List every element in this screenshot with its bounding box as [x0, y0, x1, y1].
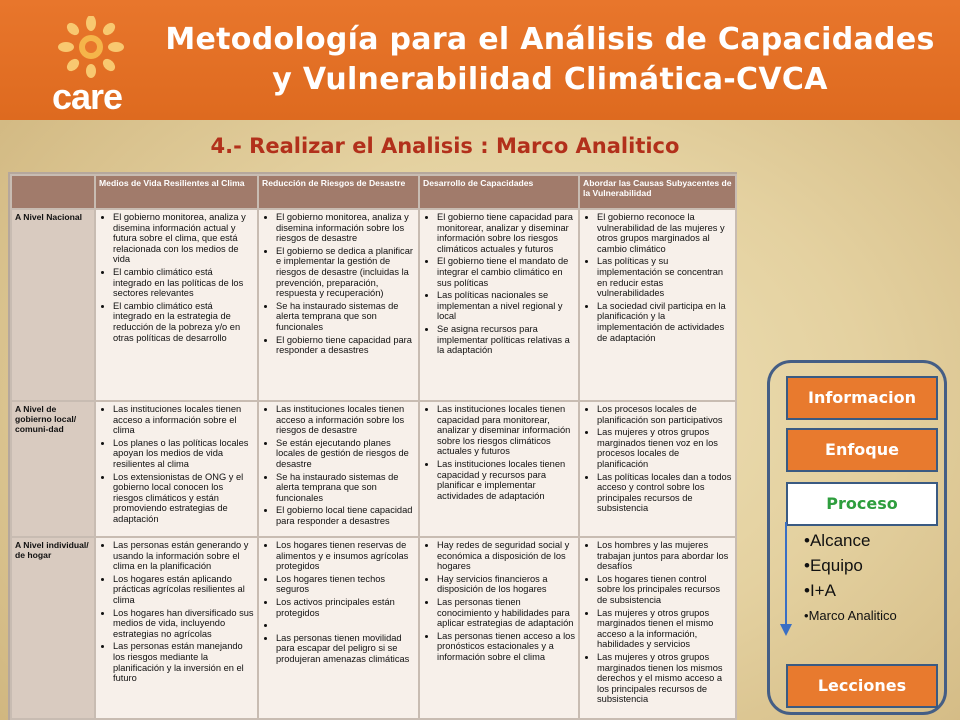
- table-cell: [419, 537, 579, 719]
- list-item: • Las personas tienen movilidad para escapar del peligro si se produjeran amenazas climáticas: [276, 633, 415, 665]
- table-cell: [258, 537, 419, 719]
- down-arrow-icon: [776, 520, 796, 640]
- care-logo: [40, 14, 150, 117]
- list-item: • Se asigna recursos para implementar políticas relativas a la adaptación: [437, 324, 575, 356]
- list-item: • Los activos principales están protegidos: [276, 597, 415, 618]
- title-line-1: Metodología para el Análisis de Capacidades: [165, 22, 935, 57]
- list-item: • El gobierno monitorea, analiza y disemina información sobre los riesgos de desastre: [276, 212, 415, 244]
- list-item: • El gobierno tiene capacidad para monitorear, analizar y diseminar información sobre los riesgos climáticos actuales y futuros: [437, 212, 575, 254]
- list-item: • Las mujeres y otros grupos marginados tienen el mismo acceso a la información, habilidades y servicios: [597, 608, 732, 650]
- list-item: • Los hogares tienen reservas de alimentos y e insumos agrícolas protegidos: [276, 540, 415, 572]
- nav-button-proceso[interactable]: Proceso: [786, 482, 938, 526]
- list-item: • Las políticas locales dan a todos acceso y control sobre los principales recursos de subsistencia: [597, 472, 732, 514]
- step-item-equipo: •Equipo: [804, 556, 863, 575]
- table-cell: [579, 209, 736, 401]
- list-item: • El gobierno se dedica a planificar e implementar la gestión de riesgos de desastre (incluidas la prevención, preparación, respuesta y recuperación): [276, 246, 415, 299]
- list-item: • Los extensionistas de ONG y el gobierno local conocen los riesgos climáticos y están promoviendo estrategias de adaptación: [113, 472, 254, 525]
- table-cell: [95, 209, 258, 401]
- list-item: • Las instituciones locales tienen acceso a información sobre el clima: [113, 404, 254, 436]
- section-subtitle: 4.- Realizar el Analisis : Marco Analitico: [210, 134, 680, 158]
- list-item: • Los hogares han diversificado sus medios de vida, incluyendo estrategias no agrícolas: [113, 608, 254, 640]
- list-item: • El cambio climático está integrado en las políticas de los sectores relevantes: [113, 267, 254, 299]
- list-item: • Las instituciones locales tienen capacidad para monitorear, analizar y diseminar información sobre los riesgos climáticos actuales y futuros: [437, 404, 575, 457]
- list-item: • Los hogares tienen control sobre los principales recursos de subsistencia: [597, 574, 732, 606]
- list-item: • El gobierno tiene el mandato de integrar el cambio climático en sus políticas: [437, 256, 575, 288]
- header-bar: [0, 0, 960, 120]
- list-item: • El cambio climático está integrado en la estrategia de reducción de la pobreza y/o en otras políticas de desarrollo: [113, 301, 254, 343]
- list-item: • Las políticas nacionales se implementan a nivel regional y local: [437, 290, 575, 322]
- table-header-cell: Abordar las Causas Subyacentes de la Vulnerabilidad: [579, 175, 736, 209]
- list-item: • Las instituciones locales tienen acceso a información sobre los riesgos de desastre: [276, 404, 415, 436]
- step-item-alcance: •Alcance: [804, 531, 871, 550]
- row-header: A Nivel de gobierno local/ comuni-dad: [11, 401, 95, 537]
- row-header: A Nivel individual/ de hogar: [11, 537, 95, 719]
- table-header-cell: Desarrollo de Capacidades: [419, 175, 579, 209]
- list-item: • El gobierno reconoce la vulnerabilidad de las mujeres y otros grupos marginados al cambio climático: [597, 212, 732, 254]
- list-item: • Hay servicios financieros a disposición de los hogares: [437, 574, 575, 595]
- row-header: A Nivel Nacional: [11, 209, 95, 401]
- list-item: [276, 620, 415, 631]
- step-item-ia: •I+A: [804, 581, 836, 600]
- logo-wordmark: care: [52, 76, 123, 117]
- list-item: • Las mujeres y otros grupos marginados tienen los mismos derechos y el mismo acceso a los principales recursos de subsistencia: [597, 652, 732, 705]
- list-item: • El gobierno local tiene capacidad para responder a desastres: [276, 505, 415, 526]
- nav-button-enfoque[interactable]: Enfoque: [786, 428, 938, 472]
- nav-button-informacion[interactable]: Informacion: [786, 376, 938, 420]
- list-item: • Hay redes de seguridad social y económica a disposición de los hogares: [437, 540, 575, 572]
- table-header-cell: Reducción de Riesgos de Desastre: [258, 175, 419, 209]
- table-cell: [95, 401, 258, 537]
- list-item: • Las personas tienen acceso a los pronósticos estacionales y a información sobre el clima: [437, 631, 575, 663]
- care-sun-icon: [58, 16, 124, 78]
- list-item: • Las personas están manejando los riesgos mediante la planificación y la inversión en el futuro: [113, 641, 254, 683]
- list-item: • Se están ejecutando planes locales de gestión de riesgos de desastre: [276, 438, 415, 470]
- table-header-corner: [11, 175, 95, 209]
- table-cell: [579, 401, 736, 537]
- step-item-marco-analitico: •Marco Analitico: [804, 608, 897, 623]
- list-item: • El gobierno tiene capacidad para responder a desastres: [276, 335, 415, 356]
- list-item: • Las instituciones locales tienen capacidad y recursos para planificar e implementar actividades de adaptación: [437, 459, 575, 501]
- list-item: • Las mujeres y otros grupos marginados tienen voz en los procesos locales de planificación: [597, 427, 732, 469]
- list-item: • Los hombres y las mujeres trabajan juntos para abordar los desafíos: [597, 540, 732, 572]
- list-item: • Los procesos locales de planificación son participativos: [597, 404, 732, 425]
- nav-button-lecciones[interactable]: Lecciones: [786, 664, 938, 708]
- table-header-cell: Medios de Vida Resilientes al Clima: [95, 175, 258, 209]
- list-item: • Las políticas y su implementación se concentran en reducir estas vulnerabilidades: [597, 256, 732, 298]
- table-cell: [258, 209, 419, 401]
- list-item: • El gobierno monitorea, analiza y disemina información actual y futura sobre el clima, que está relacionada con los medios de vida: [113, 212, 254, 265]
- table-cell: [419, 401, 579, 537]
- list-item: • Los hogares están aplicando prácticas agrícolas resilientes al clima: [113, 574, 254, 606]
- table-row: [11, 537, 736, 719]
- list-item: • Las personas están generando y usando la información sobre el clima en la planificación: [113, 540, 254, 572]
- list-item: • Los hogares tienen techos seguros: [276, 574, 415, 595]
- table-cell: [419, 209, 579, 401]
- table-row: [11, 209, 736, 401]
- slide-title: [150, 20, 950, 100]
- list-item: • Se ha instaurado sistemas de alerta temprana que son funcionales: [276, 472, 415, 504]
- table-row: [11, 401, 736, 537]
- list-item: • La sociedad civil participa en la planificación y la implementación de actividades de adaptación: [597, 301, 732, 343]
- table-cell: [95, 537, 258, 719]
- table-header-row: [11, 175, 736, 209]
- table-cell: [579, 537, 736, 719]
- process-steps-list: [804, 528, 954, 628]
- title-line-2: y Vulnerabilidad Climática-CVCA: [272, 62, 828, 97]
- list-item: • Se ha instaurado sistemas de alerta temprana que son funcionales: [276, 301, 415, 333]
- list-item: • Las personas tienen conocimiento y habilidades para aplicar estrategias de adaptación: [437, 597, 575, 629]
- list-item: • Los planes o las políticas locales apoyan los medios de vida resilientes al clima: [113, 438, 254, 470]
- analytic-framework-table: [10, 174, 737, 720]
- table-cell: [258, 401, 419, 537]
- analytic-framework-table-frame: [8, 172, 737, 720]
